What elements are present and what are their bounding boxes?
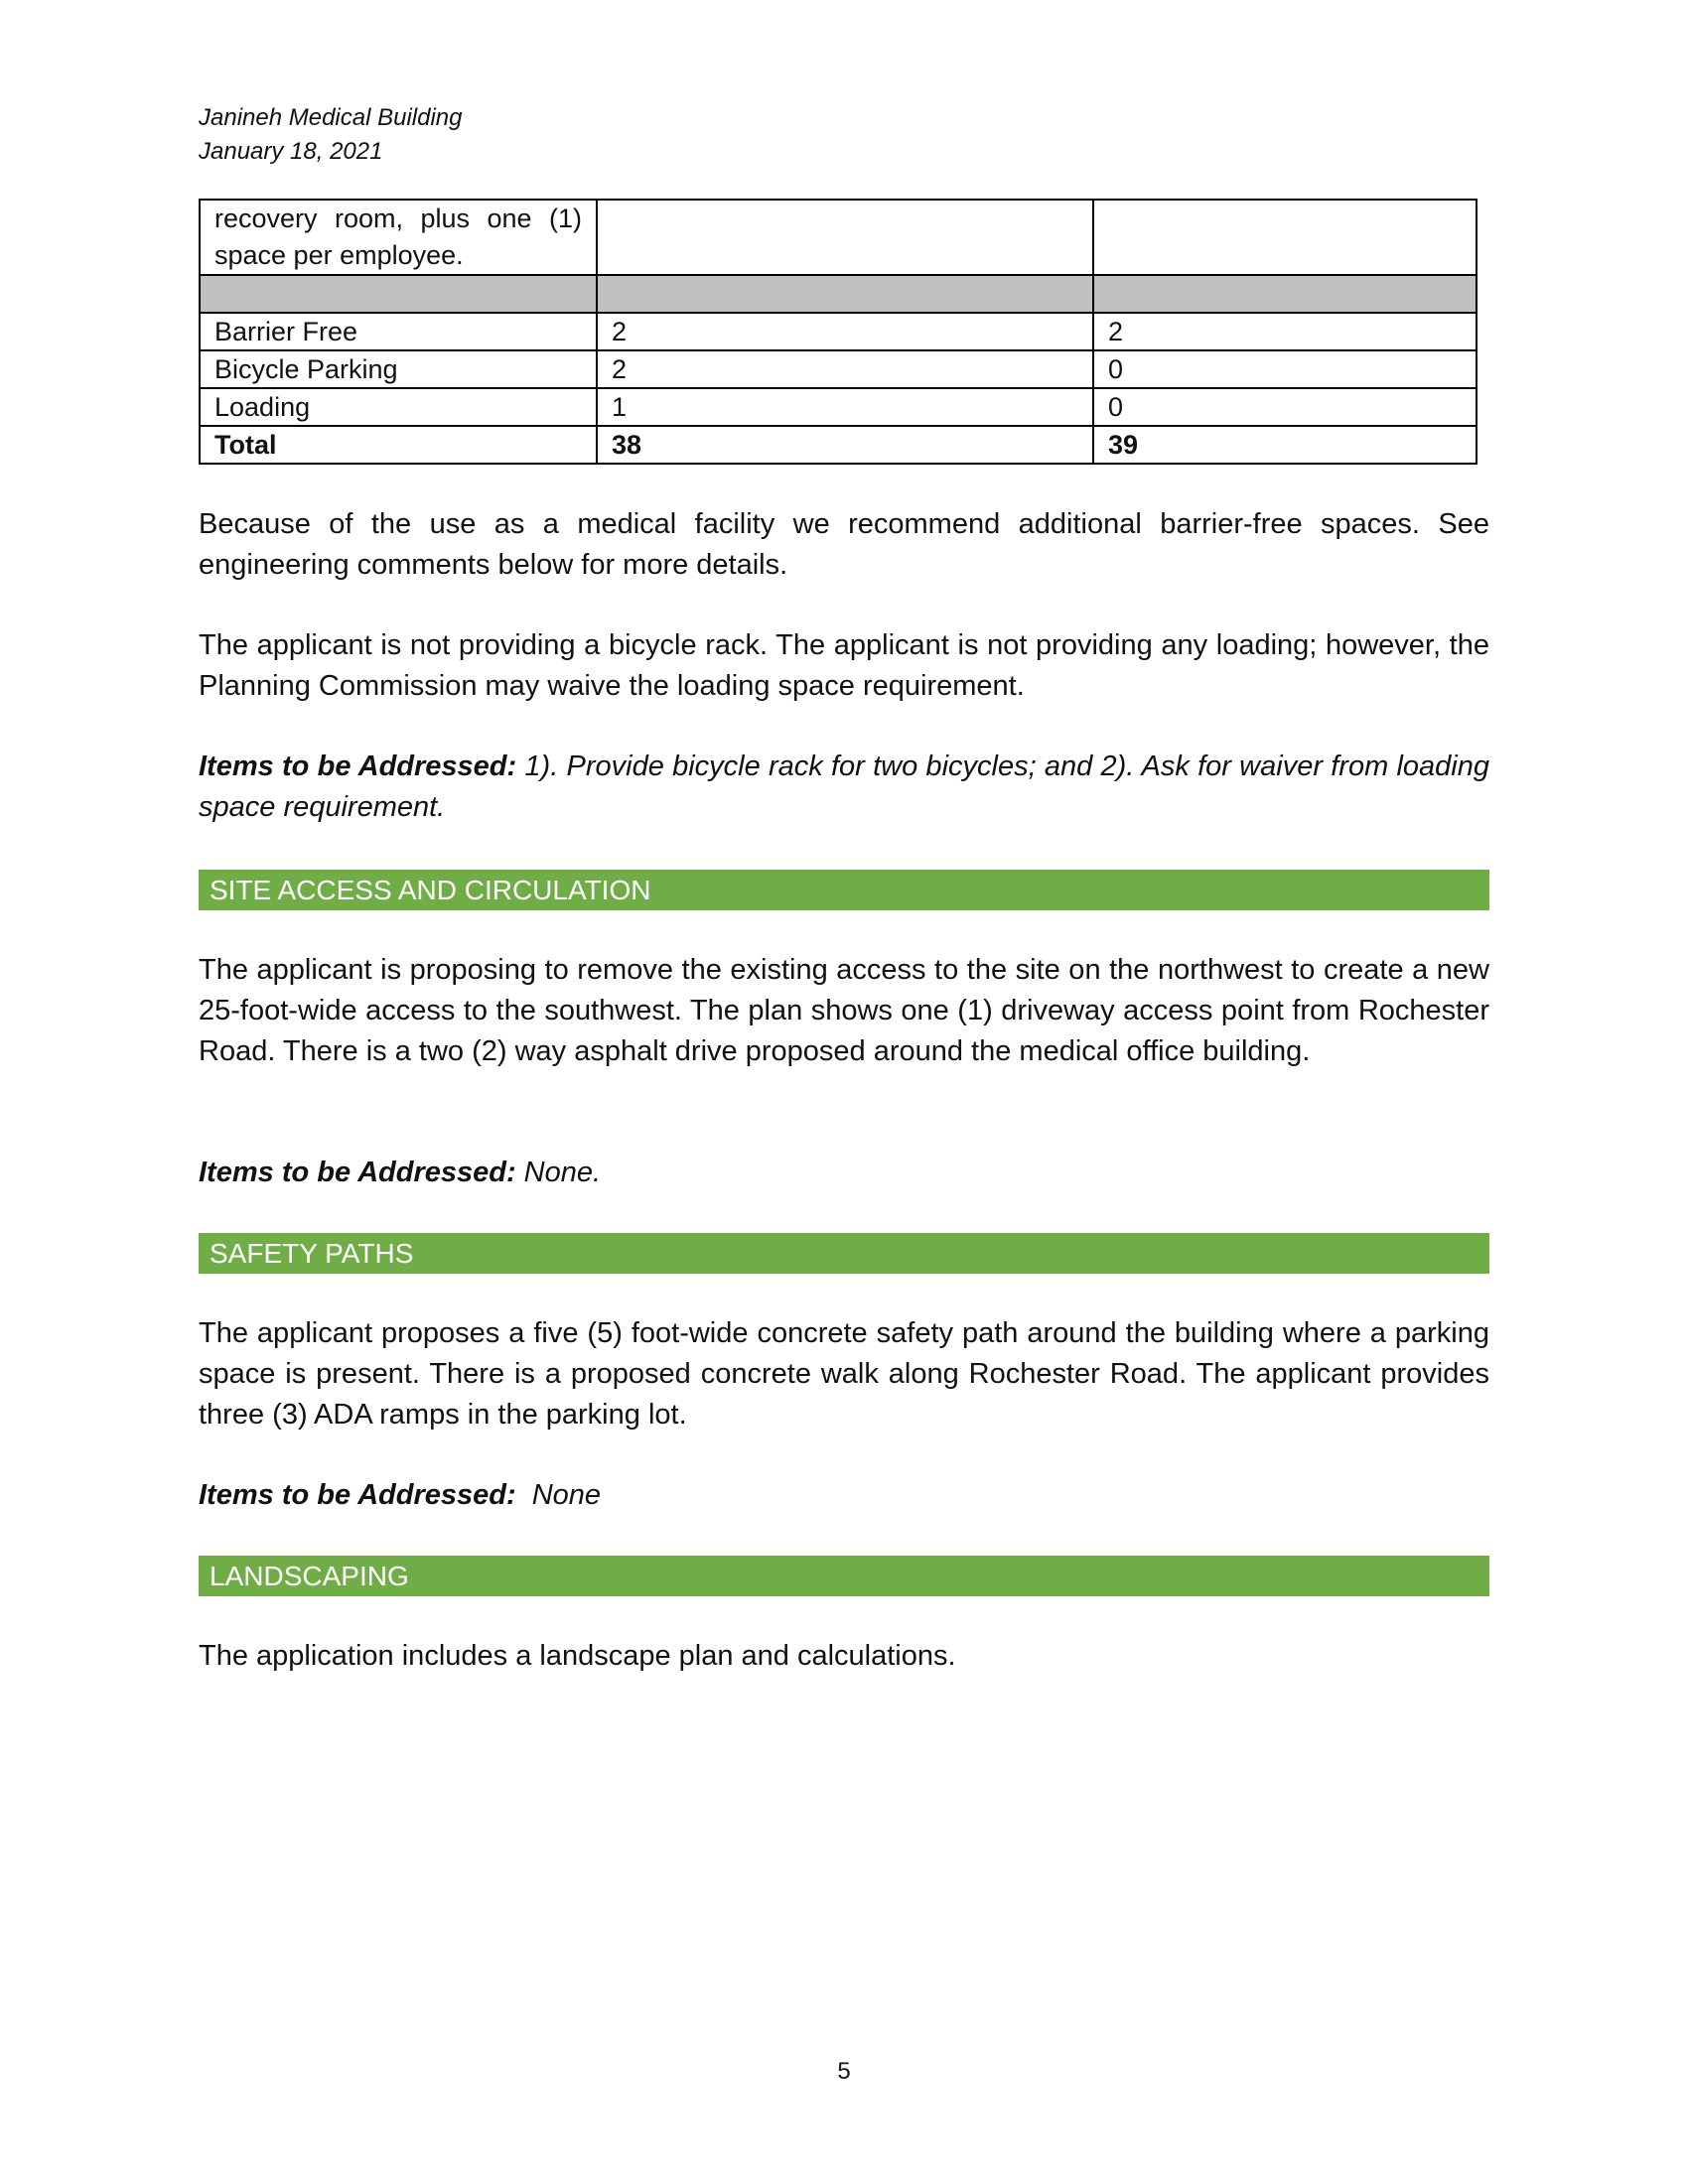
table-row-total <box>200 426 1477 464</box>
table-row-shaded <box>200 275 1477 313</box>
table-cell: 2 <box>597 313 1093 350</box>
table-cell: 38 <box>597 426 1093 464</box>
table-cell: recovery room, plus one (1) space per employee. <box>200 200 597 275</box>
table-cell: 2 <box>597 350 1093 388</box>
table-cell: Bicycle Parking <box>200 350 597 388</box>
items-label: Items to be Addressed: <box>199 751 517 782</box>
table-cell: 0 <box>1093 350 1477 388</box>
table-cell <box>1093 275 1477 313</box>
table-row <box>200 200 1477 275</box>
items-label: Items to be Addressed: <box>199 1157 516 1188</box>
table-cell <box>1093 200 1477 275</box>
paragraph-site-access: The applicant is proposing to remove the existing access to the site on the northwest to create a new 25-foot-wide access to the southwest. The plan shows one (1) driveway access point from Rochester Road. There is a two (2) way asphalt drive proposed around the medical office building. <box>199 954 1489 1067</box>
items-to-be-addressed <box>199 747 1489 828</box>
paragraph-safety-paths: The applicant proposes a five (5) foot-wide concrete safety path around the building where a parking space is present. There is a proposed concrete walk along Rochester Road. The applicant provides three (3) ADA ramps in the parking lot. <box>199 1317 1489 1431</box>
header-project-name: Janineh Medical Building <box>199 104 463 131</box>
table-cell: 0 <box>1093 388 1477 426</box>
section-heading-safety-paths: SAFETY PATHS <box>199 1233 1489 1274</box>
items-to-be-addressed <box>199 1475 1489 1516</box>
table-cell: Barrier Free <box>200 313 597 350</box>
table-cell: Total <box>200 426 597 464</box>
items-label: Items to be Addressed: <box>199 1479 516 1511</box>
table-cell: Loading <box>200 388 597 426</box>
paragraph-bicycle-loading: The applicant is not providing a bicycle rack. The applicant is not providing any loading; however, the Planning Commission may waive the loading space requirement. <box>199 629 1489 702</box>
header-date: January 18, 2021 <box>199 138 383 165</box>
items-text: 1). Provide bicycle rack for two bicycles; and 2). Ask for waiver from loading space requirement. <box>199 751 1489 823</box>
table-row <box>200 388 1477 426</box>
section-heading-site-access: SITE ACCESS AND CIRCULATION <box>199 870 1489 910</box>
section-heading-landscaping: LANDSCAPING <box>199 1556 1489 1596</box>
table-cell <box>200 275 597 313</box>
table-row <box>200 350 1477 388</box>
paragraph-landscaping: The application includes a landscape plan and calculations. <box>199 1640 956 1672</box>
table-cell: 1 <box>597 388 1093 426</box>
parking-table <box>199 199 1477 465</box>
items-to-be-addressed <box>199 1153 1489 1193</box>
items-text: None <box>515 1479 602 1511</box>
table-cell <box>597 200 1093 275</box>
running-header <box>199 101 463 169</box>
paragraph-barrier-free: Because of the use as a medical facility we recommend additional barrier-free spaces. See engineering comments below for more details. <box>199 508 1489 581</box>
table-row <box>200 313 1477 350</box>
items-text: None. <box>515 1157 602 1188</box>
page-number: 5 <box>837 2058 851 2085</box>
table-cell: 2 <box>1093 313 1477 350</box>
table-cell: 39 <box>1093 426 1477 464</box>
table-cell <box>597 275 1093 313</box>
